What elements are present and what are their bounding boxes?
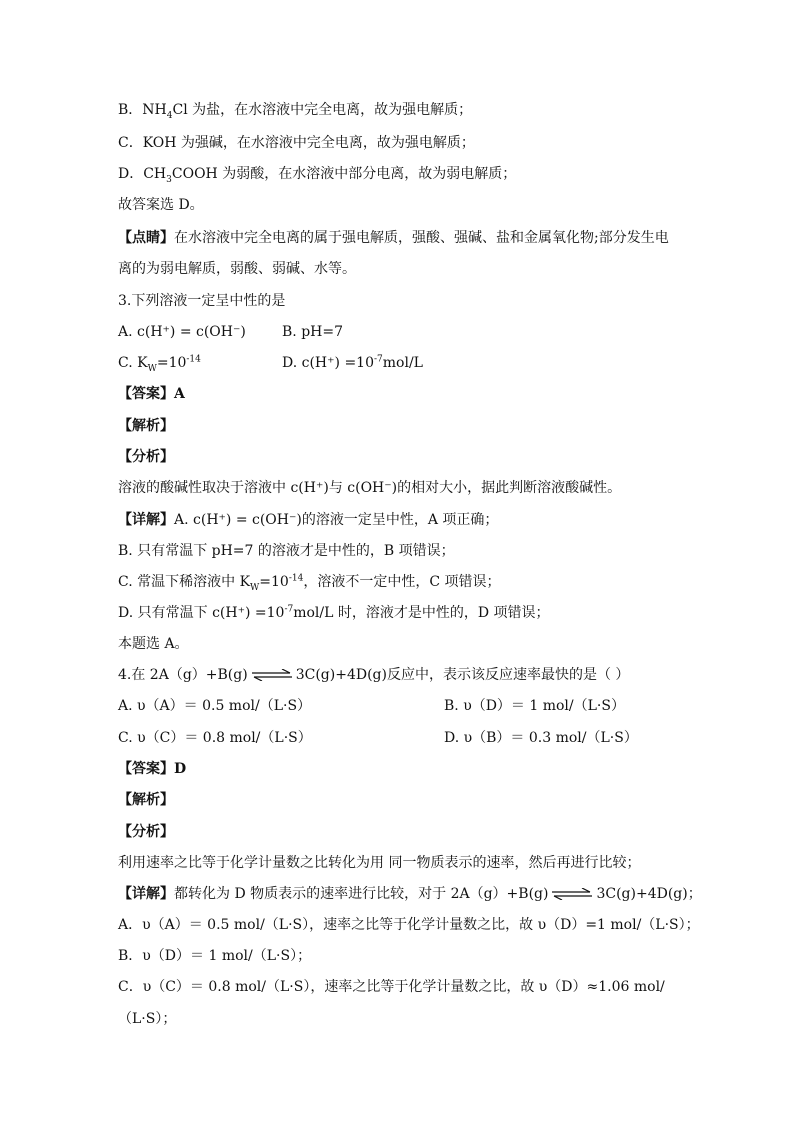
equilibrium-arrow-icon (250, 669, 294, 681)
q3-option-c: C. $K_W=10^{-14}$ (118, 354, 201, 374)
q4-xiangjie: 【详解】都转化为 D 物质表示的速率进行比较，对于 2A（g）+B(g) 3C(g)+4D(g)； (118, 886, 702, 902)
q4-option-d: D. υ（B）＝ 0.3 mol/（L·S） (444, 730, 638, 746)
line-dianjing: 【点睛】在水溶液中完全电离的属于强电解质，强酸、强碱、盐和金属氧化物;部分发生电 (118, 230, 669, 246)
q4-fenxi: 【分析】 (118, 824, 174, 840)
q3-fenxi: 【分析】 (118, 449, 174, 465)
q4-xiangjie-a: A．υ（A）＝ 0.5 mol/（L·S），速率之比等于化学计量数之比，故 υ（D）=1 mol/（L·S）； (118, 917, 700, 933)
q3-option-d: D. $c(H^+) =10^{-7}mol/L$ (282, 354, 423, 371)
q4-answer: 【答案】D (118, 761, 187, 777)
q3-answer: 【答案】A (118, 386, 185, 402)
q3-conclusion: 本题选 A。 (118, 636, 189, 652)
q3-fenxi-text: 溶液的酸碱性取决于溶液中 c(H⁺)与 c(OH⁻)的相对大小，据此判断溶液酸碱性。 (118, 480, 622, 496)
q4-options-cd (118, 728, 638, 748)
q4-options-ab (118, 696, 625, 716)
line-dianjing-cont: 离的为弱电解质，弱酸、弱碱、水等。 (118, 261, 356, 277)
q3-option-a: A. c(H⁺) = c(OH⁻) (118, 324, 246, 340)
q4-xiangjie-c: C．υ（C）＝ 0.8 mol/（L·S），速率之比等于化学计量数之比，故 υ（D）≈1.06 mol/ (118, 979, 665, 995)
q3-xiangjie-d: D. 只有常温下 $c(H^+) =10^{-7}mol/L$ 时，溶液才是中性的，D 项错误； (118, 604, 550, 621)
q3-option-b: B. pH=7 (282, 324, 343, 340)
q4-option-a: A. υ（A）＝ 0.5 mol/（L·S） (118, 698, 312, 714)
q4-option-c: C. υ（C）＝ 0.8 mol/（L·S） (118, 730, 312, 746)
q3-jiexi: 【解析】 (118, 418, 174, 434)
q4-option-b: B. υ（D）＝ 1 mol/（L·S） (444, 698, 625, 714)
q4-fenxi-text: 利用速率之比等于化学计量数之比转化为用 同一物质表示的速率，然后再进行比较； (118, 855, 641, 871)
equilibrium-arrow-icon (550, 888, 594, 900)
q3-xiangjie-c: C. 常温下稀溶液中 $K_W=10^{-14}$，溶液不一定中性，C 项错误； (118, 573, 501, 593)
line-option-d: D．$CH_3COOH$ 为弱酸，在水溶液中部分电离，故为弱电解质； (118, 166, 517, 185)
q3-xiangjie: 【详解】A. c(H⁺) = c(OH⁻)的溶液一定呈中性，A 项正确； (118, 512, 499, 528)
q4-xiangjie-c-cont: （L·S）； (118, 1011, 177, 1027)
line-option-b: B．$NH_4Cl$ 为盐，在水溶液中完全电离，故为强电解质； (118, 102, 473, 121)
q4-jiexi: 【解析】 (118, 792, 174, 808)
question-4: 4.在 2A（g）+B(g) 3C(g)+4D(g)反应中，表示该反应速率最快的是（ ） (118, 667, 630, 683)
line-option-c: C．KOH 为强碱，在水溶液中完全电离，故为强电解质； (118, 135, 475, 151)
question-3: 3.下列溶液一定呈中性的是 (118, 293, 286, 309)
line-answer-d: 故答案选 D。 (118, 197, 204, 213)
q3-options-cd (118, 353, 423, 374)
q4-xiangjie-b: B．υ（D）＝ 1 mol/（L·S）； (118, 948, 312, 964)
q3-xiangjie-b: B. 只有常温下 pH=7 的溶液才是中性的，B 项错误； (118, 543, 455, 559)
q3-options-ab (118, 322, 343, 342)
